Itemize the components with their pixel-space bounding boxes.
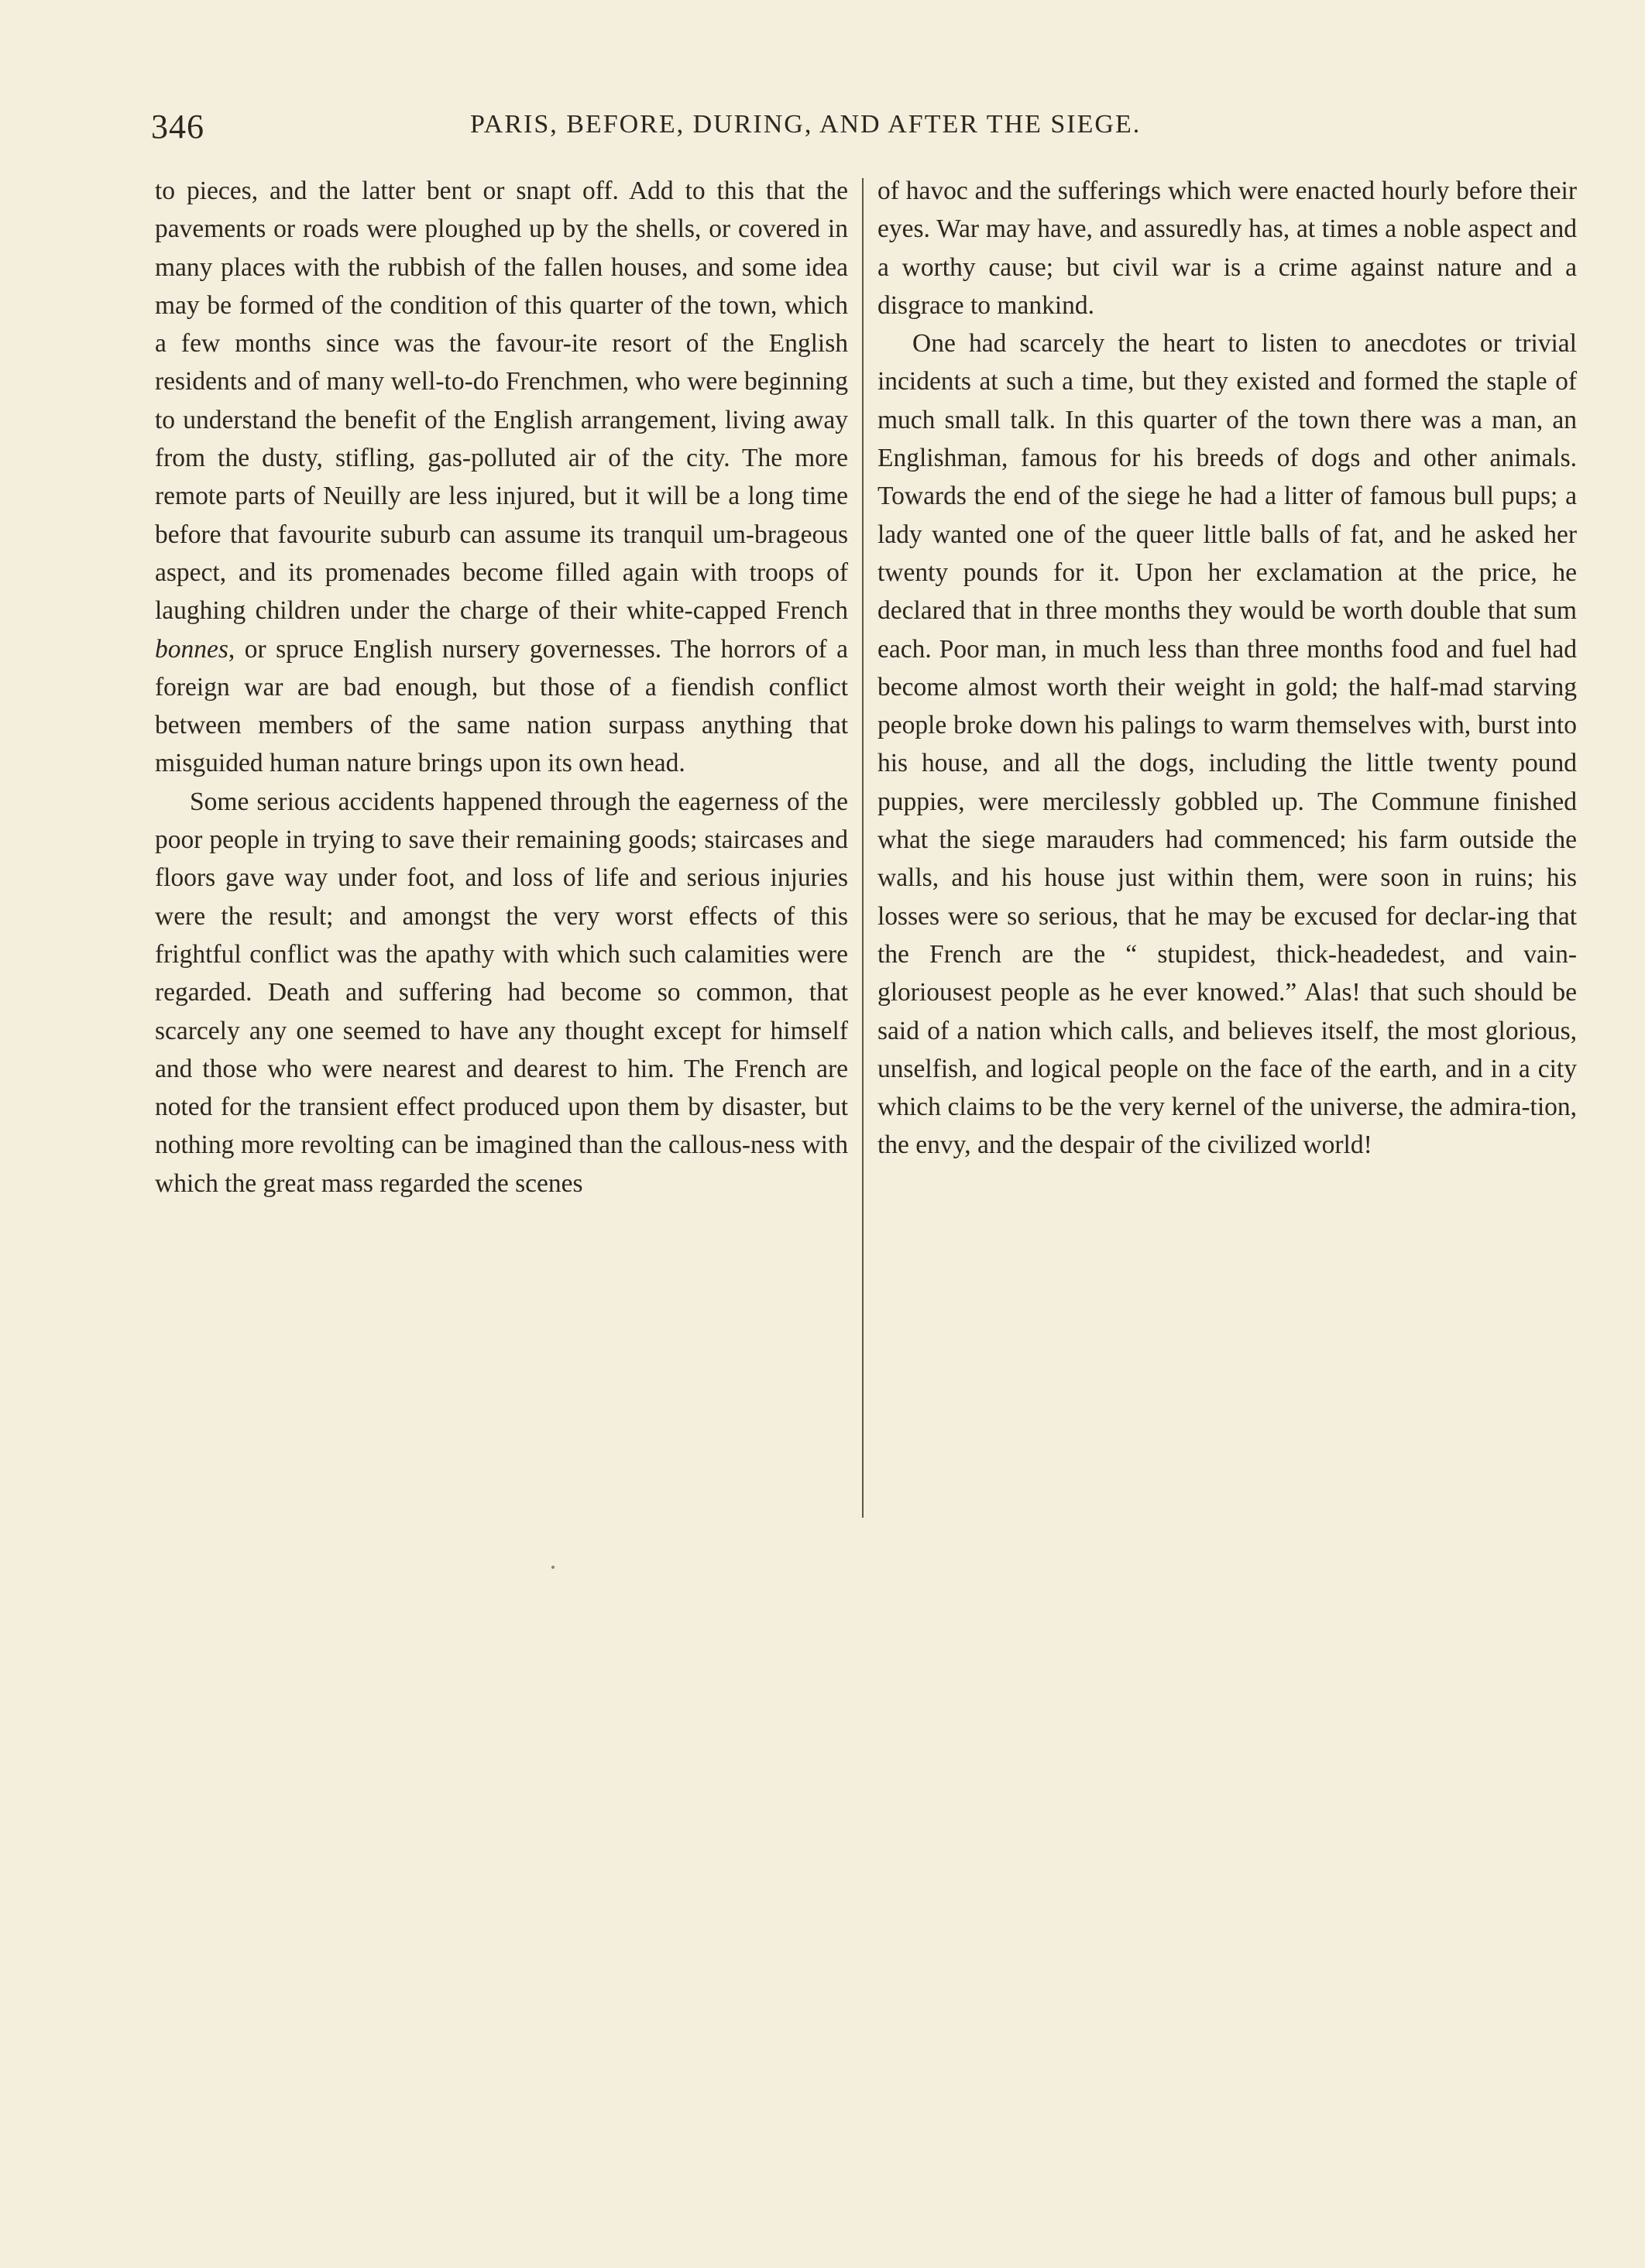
paragraph: One had scarcely the heart to listen to anecdotes or trivial incidents at such a time, but they existed and formed the staple of much small talk. In this quarter of the town there was a man, an Englishman, famous for his breeds of dogs and other animals. Towards the end of the siege he had a litter of famous bull pups; a lady wanted one of the queer little balls of fat, and he asked her twenty pounds for it. Upon her exclamation at the price, he declared that in three months they would be worth double that sum each. Poor man, in much less than three months food and fuel had become almost worth their weight in gold; the half-mad starving people broke down his palings to warm themselves with, burst into his house, and all the dogs, including the little twenty pound puppies, were mercilessly gobbled up. The Commune finished what the siege marauders had commenced; his farm outside the walls, and his house just within them, were soon in ruins; his losses were so serious, that he may be excused for declar-ing that the French are the “ stupidest, thick-headedest, and vain-gloriousest people as he ever knowed.” Alas! that such should be said of a nation which calls, and believes itself, the most glorious, unselfish, and logical people on the face of the earth, and in a city which claims to be the very kernel of the universe, the admira-tion, the envy, and the despair of the civilized world! <box>877 329 1577 1160</box>
paragraph-text: to pieces, and the latter bent or snapt off. Add to this that the pavements or roads were ploughed up by the shells, or covered in many places with the rubbish of the fallen houses, and some idea may be formed of the condition of this quarter of the town, which a few months since was the favour-ite resort of the English residents and of many well-to-do Frenchmen, who were beginning to understand the benefit of the English arrangement, living away from the dusty, stifling, gas-polluted air of the city. The more remote parts of Neuilly are less injured, but it will be a long time before that favourite suburb can assume its tranquil um-brageous aspect, and its promenades become filled again with troops of laughing children under the charge of their white-capped French <box>155 177 848 626</box>
page-header <box>151 107 1259 153</box>
paragraph: Some serious accidents happened through the eagerness of the poor people in trying to save their remaining goods; staircases and floors gave way under foot, and loss of life and serious injuries were the result; and amongst the very worst effects of this frightful conflict was the apathy with which such calamities were regarded. Death and suffering had become so common, that scarcely any one seemed to have any thought except for himself and those who were nearest and dearest to him. The French are noted for the transient effect produced upon them by disaster, but nothing more revolting can be imagined than the callous-ness with which the great mass regarded the scenes <box>155 787 848 1198</box>
running-title: PARIS, BEFORE, DURING, AND AFTER THE SIEGE. <box>470 110 1142 139</box>
right-column <box>877 172 1577 1165</box>
paragraph <box>155 172 848 783</box>
italic-word: bonnes <box>155 634 228 664</box>
paragraph: of havoc and the sufferings which were enacted hourly before their eyes. War may have, and assuredly has, at times a noble aspect and a worthy cause; but civil war is a crime against nature and a disgrace to mankind. <box>877 177 1577 320</box>
left-column <box>155 172 848 1203</box>
column-divider <box>862 178 864 1518</box>
paragraph-text: , or spruce English nursery governesses. The horrors of a foreign war are bad enough, but those of a fiendish conflict between members of the same nation surpass anything that misguided human nature brings upon its own head. <box>155 634 848 778</box>
page-number: 346 <box>151 108 204 146</box>
paper-speck <box>551 1566 555 1569</box>
